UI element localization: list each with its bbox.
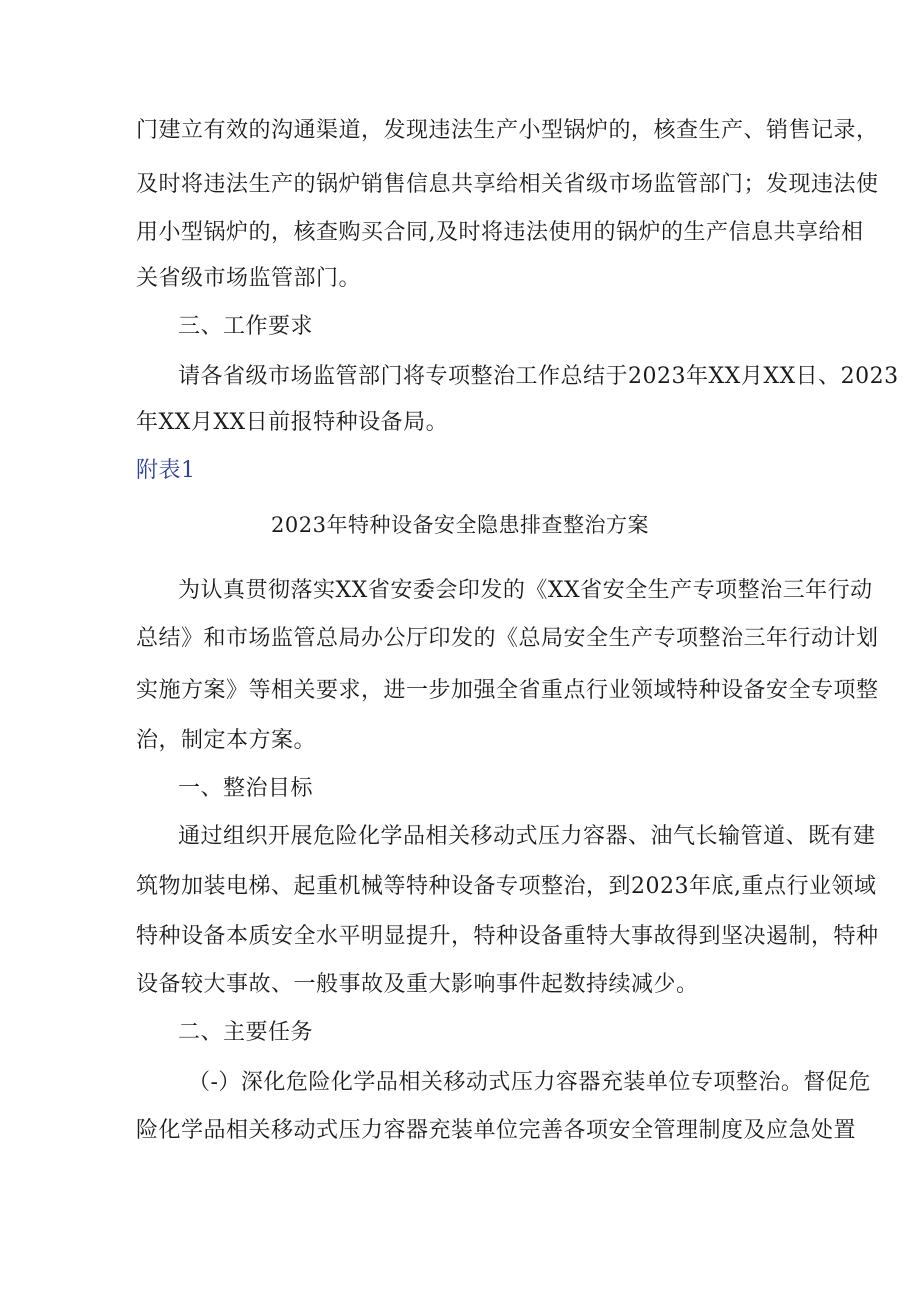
paragraph-1-line-2: 及时将违法生产的锅炉销售信息共享给相关省级市场监管部门；发现违法使 bbox=[136, 172, 879, 197]
section-1-heading: 一、整治目标 bbox=[178, 776, 314, 801]
paragraph-5-line-1: （-）深化危险化学品相关移动式压力容器充装单位专项整治。督促危 bbox=[188, 1070, 871, 1095]
section-3-heading: 三、工作要求 bbox=[178, 314, 314, 339]
paragraph-4-line-1: 通过组织开展危险化学品相关移动式压力容器、油气长输管道、既有建 bbox=[178, 824, 876, 849]
paragraph-2-line-1: 请各省级市场监管部门将专项整治工作总结于2023年XX月XX日、2023 bbox=[178, 364, 899, 389]
paragraph-4-line-2: 筑物加装电梯、起重机械等特种设备专项整治，到2023年底,重点行业领域 bbox=[136, 874, 877, 899]
paragraph-3-line-4: 治，制定本方案。 bbox=[136, 728, 317, 753]
paragraph-1-line-3: 用小型锅炉的，核查购买合同,及时将违法使用的锅炉的生产信息共享给相 bbox=[136, 220, 864, 245]
paragraph-3-line-2: 总结》和市场监管总局办公厅印发的《总局安全生产专项整治三年行动计划 bbox=[136, 626, 879, 651]
paragraph-3-line-3: 实施方案》等相关要求，进一步加强全省重点行业领域特种设备安全专项整 bbox=[136, 678, 879, 703]
paragraph-2-line-2: 年XX月XX日前报特种设备局。 bbox=[136, 410, 449, 435]
document-title: 2023年特种设备安全隐患排查整治方案 bbox=[271, 513, 649, 537]
paragraph-5-line-2: 险化学品相关移动式压力容器充装单位完善各项安全管理制度及应急处置 bbox=[136, 1118, 857, 1143]
appendix-label: 附表1 bbox=[136, 458, 196, 483]
paragraph-4-line-3: 特种设备本质安全水平明显提升，特种设备重特大事故得到坚决遏制，特种 bbox=[136, 924, 879, 949]
paragraph-4-line-4: 设备较大事故、一般事故及重大影响事件起数持续减少。 bbox=[136, 972, 699, 997]
section-2-heading: 二、主要任务 bbox=[178, 1020, 314, 1045]
paragraph-1-line-4: 关省级市场监管部门。 bbox=[136, 266, 362, 291]
paragraph-3-line-1: 为认真贯彻落实XX省安委会印发的《XX省安全生产专项整治三年行动 bbox=[178, 578, 873, 603]
paragraph-1-line-1: 门建立有效的沟通渠道，发现违法生产小型锅炉的，核查生产、销售记录， bbox=[136, 118, 879, 143]
